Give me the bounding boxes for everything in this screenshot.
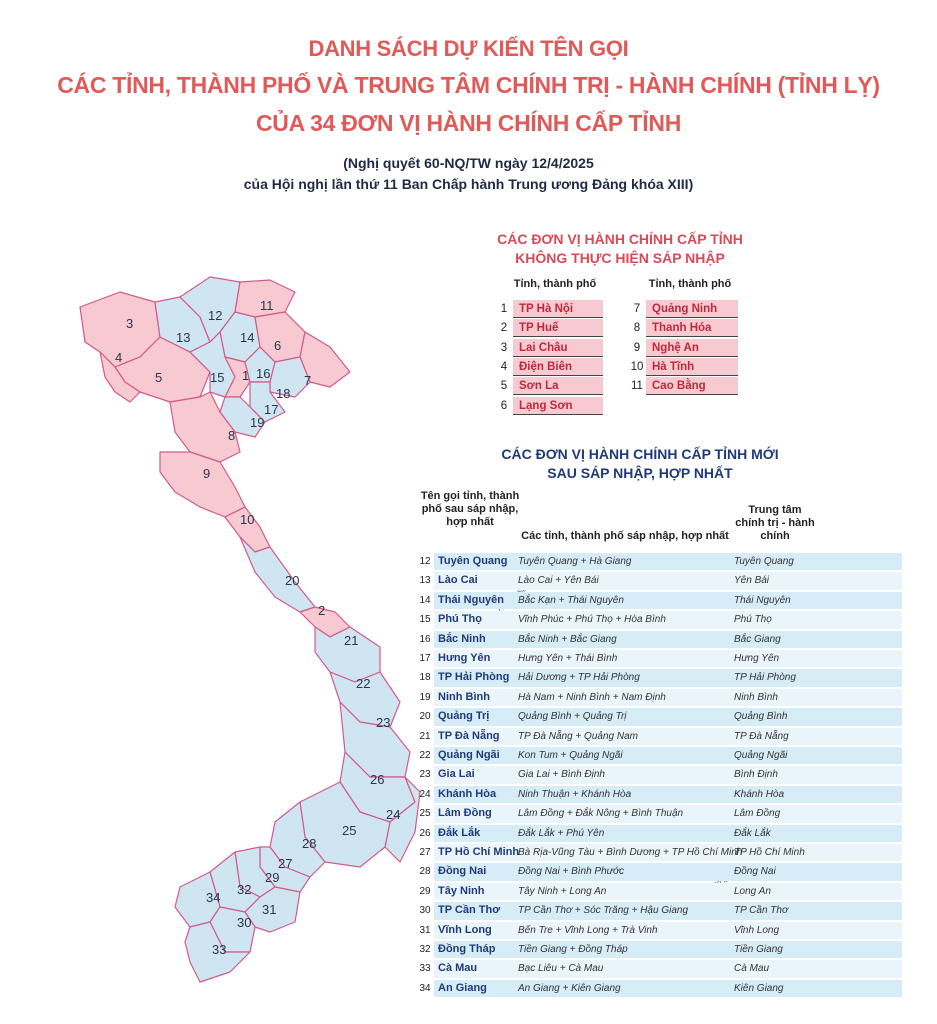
merged-row-merge: Bạc Liêu + Cà Mau — [518, 963, 604, 975]
map-label-33: 33 — [212, 942, 227, 957]
map-label-30: 30 — [237, 915, 252, 930]
merged-row-name: TP Đà Nẵng — [438, 729, 500, 742]
merged-row-num: 30 — [419, 905, 431, 917]
merged-row-center: Quảng Bình — [734, 711, 788, 723]
unchanged-row-name: TP Hà Nội — [513, 300, 603, 318]
merged-row-name: Phú Thọ — [438, 613, 482, 626]
merged-row-name: Lâm Đồng — [438, 807, 492, 820]
unchanged-row-number: 8 — [633, 322, 641, 335]
merged-row-merge: Đồng Nai + Bình Phước — [518, 866, 625, 878]
merged-row-center: TP Hồ Chí Minh — [734, 847, 805, 858]
unchanged-row-name: Lạng Sơn — [513, 397, 603, 415]
map-label-5: 5 — [155, 370, 163, 385]
map-label-9: 9 — [203, 466, 211, 481]
merged-row-name: TP Hồ Chí Minh — [438, 846, 520, 858]
merged-row-center: Tuyên Quang — [734, 556, 794, 567]
map-label-10: 10 — [240, 512, 255, 527]
map-label-21: 21 — [344, 633, 359, 648]
merged-row-num: 16 — [419, 633, 431, 645]
merged-row-name: Vĩnh Long — [438, 923, 492, 936]
merged-row-num: 19 — [419, 691, 431, 703]
merged-row — [416, 591, 902, 610]
map-label-11: 11 — [260, 298, 274, 313]
merged-row-num: 12 — [419, 556, 431, 567]
merged-row-merge: Tây Ninh + Long An — [518, 885, 607, 897]
merged-row — [416, 746, 902, 765]
merged-row-name: Thái Nguyên — [438, 593, 505, 606]
merged-row-num: 27 — [419, 847, 431, 858]
unchanged-row-number: 9 — [633, 341, 641, 354]
merged-row-merge: Hà Nam + Ninh Bình + Nam Định — [518, 691, 666, 703]
map-label-34: 34 — [206, 890, 221, 905]
merged-row-name: Ninh Bình — [438, 690, 490, 703]
merged-row-name: Quảng Trị — [438, 710, 490, 723]
merged-row-merge: TP Đà Nẵng + Quảng Nam — [518, 730, 638, 742]
merged-row-num: 14 — [419, 594, 431, 606]
merged-row — [416, 727, 902, 746]
merged-row-name: An Giang — [438, 981, 487, 994]
merged-row-center: Thái Nguyên — [734, 594, 791, 606]
merged-row — [416, 940, 902, 959]
merged-row — [416, 688, 902, 707]
merged-row-num: 24 — [419, 788, 431, 800]
merged-row-num: 32 — [419, 944, 431, 955]
map-label-31: 31 — [262, 902, 277, 917]
unchanged-row-number: 10 — [630, 360, 644, 373]
merged-row — [416, 610, 902, 629]
merged-row-center: Bình Định — [734, 769, 778, 781]
merged-row-merge: Tiền Giang + Đồng Tháp — [518, 944, 628, 955]
merged-row-merge: Tuyên Quang + Hà Giang — [518, 556, 632, 567]
unchanged-row-number: 1 — [500, 303, 508, 315]
merged-row-center: Tiền Giang — [734, 944, 783, 955]
unchanged-row-name: TP Huế — [513, 319, 603, 337]
map-label-32: 32 — [237, 882, 252, 897]
merged-row-num: 31 — [419, 924, 431, 936]
unchanged-col-header-left: Tỉnh, thành phố — [513, 278, 597, 290]
merged-row-name: Đắk Lắk — [438, 826, 481, 839]
merged-row — [416, 824, 902, 843]
merged-row-name: TP Hải Phòng — [438, 671, 510, 684]
merged-row — [416, 804, 902, 823]
merged-header-name: Tên gọi tỉnh, thành phố sau sáp nhập, hợp nhất — [420, 490, 520, 528]
subtitle-line-2: của Hội nghị lần thứ 11 Ban Chấp hành Trung ương Đảng khóa XIII) — [243, 176, 694, 192]
merged-row-num: 13 — [419, 575, 431, 587]
map-label-7: 7 — [304, 373, 312, 388]
merged-row-center: Đắk Lắk — [734, 827, 771, 839]
map-label-24: 24 — [386, 807, 401, 822]
merged-row-center: Kiên Giang — [734, 982, 784, 994]
merged-row-name: Quảng Ngãi — [438, 749, 500, 761]
merged-row — [416, 882, 902, 901]
merged-row-num: 15 — [419, 614, 431, 626]
map-label-14: 14 — [240, 330, 255, 345]
unchanged-row-name: Nghệ An — [646, 339, 738, 357]
merged-row-name: Cà Mau — [438, 962, 478, 975]
unchanged-row-name: Cao Bằng — [646, 377, 738, 395]
unchanged-row-name: Thanh Hóa — [646, 319, 738, 337]
region-20 — [240, 537, 315, 612]
merged-row-merge: Bà Rịa-Vũng Tàu + Bình Dương + TP Hồ Chí Minh — [518, 847, 743, 858]
merged-row — [416, 921, 902, 940]
map-label-19: 19 — [250, 415, 265, 430]
map-label-25: 25 — [342, 823, 357, 838]
merged-row — [416, 765, 902, 784]
merged-row-center: Khánh Hòa — [734, 788, 785, 800]
merged-row-center: Bắc Giang — [734, 633, 781, 645]
unchanged-title-line-1: CÁC ĐƠN VỊ HÀNH CHÍNH CẤP TỈNH — [497, 231, 743, 247]
merged-row-num: 28 — [419, 866, 431, 878]
map-label-20: 20 — [285, 573, 300, 588]
map-label-27: 27 — [278, 856, 293, 871]
merged-row-name: Gia Lai — [438, 768, 475, 781]
map-label-15: 15 — [210, 370, 225, 385]
map-label-16: 16 — [256, 366, 271, 381]
merged-row-merge: Lào Cai + Yên Bái — [518, 575, 599, 587]
merged-row-name: Tây Ninh — [438, 884, 485, 897]
map-label-1: 1 — [242, 368, 250, 383]
unchanged-row-number: 6 — [500, 399, 508, 412]
merged-row-name: Lào Cai — [438, 574, 478, 587]
merged-row-num: 17 — [419, 653, 431, 664]
merged-row-merge: Bắc Kạn + Thái Nguyên — [518, 594, 624, 606]
unchanged-col-header-right: Tỉnh, thành phố — [648, 278, 732, 290]
title-line-3: CỦA 34 ĐƠN VỊ HÀNH CHÍNH CẤP TỈNH — [255, 110, 682, 136]
merged-row-merge: Lâm Đồng + Đắk Nông + Bình Thuận — [518, 808, 684, 820]
unchanged-row-name: Điện Biên — [513, 358, 603, 376]
map-label-3: 3 — [126, 316, 134, 331]
merged-row — [416, 901, 902, 920]
merged-row-merge: An Giang + Kiên Giang — [518, 982, 621, 994]
merged-row — [416, 649, 902, 668]
merged-row-center: Ninh Bình — [734, 691, 778, 703]
merged-row-merge: Hải Dương + TP Hải Phòng — [518, 672, 640, 684]
merged-row-center: Vĩnh Long — [734, 924, 780, 936]
merged-row-center: Long An — [734, 885, 771, 897]
merged-row-center: Hưng Yên — [734, 653, 780, 664]
merged-row — [416, 630, 902, 649]
merged-row — [416, 785, 902, 804]
vietnam-map — [60, 262, 460, 1002]
map-label-17: 17 — [264, 402, 279, 417]
map-label-2: 2 — [318, 603, 326, 618]
merged-row-name: Đồng Nai — [438, 865, 487, 878]
merged-row — [416, 707, 902, 726]
map-label-28: 28 — [302, 836, 317, 851]
unchanged-row-number: 4 — [500, 360, 508, 373]
merged-row-center: Đồng Nai — [734, 866, 776, 878]
map-label-13: 13 — [176, 330, 191, 345]
merged-row-merge: Bắc Ninh + Bắc Giang — [518, 633, 617, 645]
map-label-23: 23 — [376, 715, 391, 730]
merged-row-num: 26 — [419, 827, 431, 839]
merged-row — [416, 571, 902, 590]
merged-row — [416, 552, 902, 571]
merged-row-center: TP Cần Thơ — [734, 905, 789, 917]
unchanged-row-name: Hà Tĩnh — [646, 358, 738, 376]
unchanged-row-name: Lai Châu — [513, 339, 603, 357]
merged-row-merge: Vĩnh Phúc + Phú Thọ + Hòa Bình — [518, 614, 666, 626]
title-line-1: DANH SÁCH DỰ KIẾN TÊN GỌI — [308, 36, 629, 61]
merged-row-num: 20 — [419, 711, 431, 723]
merged-row-merge: Gia Lai + Bình Định — [518, 769, 605, 781]
merged-row-merge: Bến Tre + Vĩnh Long + Trà Vinh — [518, 924, 658, 936]
map-label-6: 6 — [274, 338, 282, 353]
unchanged-row-name: Sơn La — [513, 377, 603, 395]
merged-row — [416, 979, 902, 998]
merged-row-merge: Đắk Lắk + Phú Yên — [518, 827, 605, 839]
region-9 — [160, 452, 245, 517]
merged-row-center: Phú Thọ — [734, 614, 772, 626]
merged-row-center: Quảng Ngãi — [734, 750, 788, 761]
merged-row-num: 22 — [419, 750, 431, 761]
merged-row-num: 18 — [419, 672, 431, 684]
merged-row-center: Yên Bái — [734, 575, 770, 587]
merged-row — [416, 843, 902, 862]
map-label-18: 18 — [276, 386, 291, 401]
merged-row-merge: TP Cần Thơ + Sóc Trăng + Hậu Giang — [518, 905, 689, 917]
map-label-12: 12 — [208, 308, 223, 323]
map-label-4: 4 — [115, 350, 123, 365]
merged-title-line-1: CÁC ĐƠN VỊ HÀNH CHÍNH CẤP TỈNH MỚI — [501, 446, 779, 462]
title-line-2: CÁC TỈNH, THÀNH PHỐ VÀ TRUNG TÂM CHÍNH TRỊ - HÀNH CHÍNH (TỈNH LỴ) — [57, 72, 880, 98]
merged-header-center: Trung tâm chính trị - hành chính — [735, 504, 815, 542]
merged-row-center: Cà Mau — [734, 963, 770, 975]
unchanged-row-number: 2 — [500, 322, 508, 335]
merged-row-name: Đồng Tháp — [438, 943, 496, 955]
merged-row-num: 34 — [419, 982, 431, 994]
map-label-29: 29 — [265, 870, 280, 885]
merged-row-num: 25 — [419, 808, 431, 820]
merged-row-name: Bắc Ninh — [438, 632, 486, 645]
merged-row-merge: Ninh Thuận + Khánh Hòa — [518, 788, 632, 800]
merged-row-center: Lâm Đồng — [734, 808, 781, 820]
merged-row-name: TP Cần Thơ — [438, 904, 501, 917]
merged-title-line-2: SAU SÁP NHẬP, HỢP NHẤT — [547, 465, 733, 481]
map-label-8: 8 — [228, 428, 236, 443]
merged-row-num: 33 — [419, 963, 431, 975]
merged-row-merge: Hưng Yên + Thái Bình — [518, 653, 618, 664]
merged-section-title — [440, 445, 840, 483]
unchanged-row-name: Quảng Ninh — [646, 300, 738, 318]
merged-header-merge: Các tỉnh, thành phố sáp nhập, hợp nhất — [521, 530, 729, 542]
merged-row — [416, 862, 902, 881]
subtitle-line-1: (Nghị quyết 60-NQ/TW ngày 12/4/2025 — [343, 155, 594, 171]
unchanged-row-number: 3 — [500, 341, 508, 354]
merged-row — [416, 959, 902, 978]
map-label-26: 26 — [370, 772, 385, 787]
merged-row-merge: Quảng Bình + Quảng Trị — [518, 711, 627, 723]
unchanged-row-number: 5 — [500, 380, 508, 393]
merged-row-num: 21 — [419, 730, 431, 742]
merged-row-num: 29 — [419, 885, 431, 897]
merged-row-center: TP Đà Nẵng — [734, 730, 789, 742]
unchanged-title-line-2: KHÔNG THỰC HIỆN SÁP NHẬP — [515, 250, 725, 266]
merged-row-name: Tuyên Quang — [438, 555, 508, 567]
map-label-22: 22 — [356, 676, 371, 691]
merged-row-center: TP Hải Phòng — [734, 672, 796, 684]
merged-row-name: Khánh Hòa — [438, 787, 497, 800]
unchanged-section-title — [470, 230, 770, 268]
merged-row-num: 23 — [419, 769, 431, 781]
unchanged-row-number: 7 — [633, 303, 641, 315]
unchanged-row-number: 11 — [631, 380, 643, 393]
merged-row — [416, 668, 902, 687]
merged-row-name: Hưng Yên — [438, 652, 491, 664]
merged-row-merge: Kon Tum + Quảng Ngãi — [518, 750, 623, 761]
